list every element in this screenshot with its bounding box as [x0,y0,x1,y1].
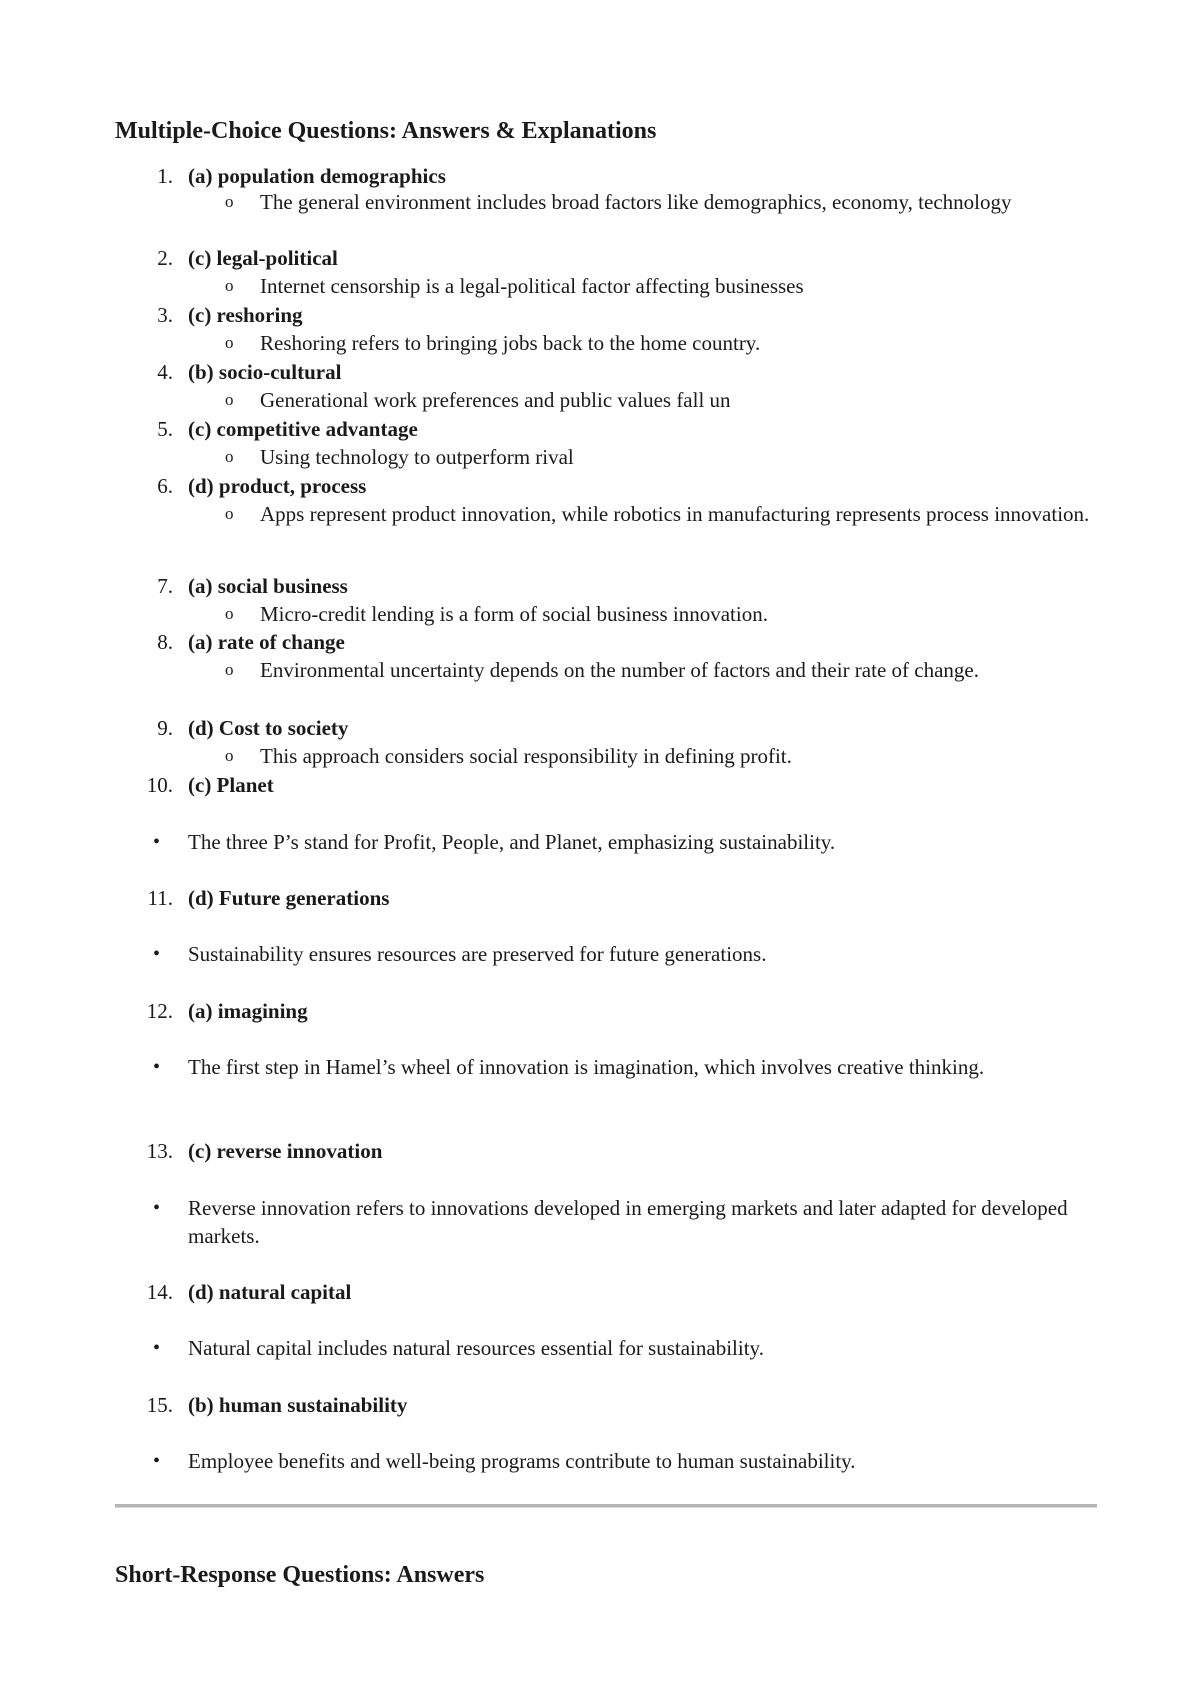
item-explanation: Reshoring refers to bringing jobs back to the home country. [260,331,761,355]
bullet-icon: • [153,943,161,965]
item-answer: (d) natural capital [188,1280,352,1304]
horizontal-rule [115,1504,1097,1508]
item-number: 8. [157,630,173,654]
item-number: 14. [146,1280,173,1304]
section-heading-short-response: Short-Response Questions: Answers [115,1562,485,1588]
bullet-icon: • [153,1337,161,1359]
item-number: 7. [157,574,173,598]
item-number: 13. [146,1139,173,1163]
item-answer: (c) legal-political [188,246,338,270]
item-explanation: Sustainability ensures resources are preserved for future generations. [188,942,767,966]
item-explanation: Micro-credit lending is a form of social business innovation. [260,602,768,626]
bullet-icon: • [153,831,161,853]
item-number: 12. [146,999,173,1023]
sub-bullet-icon: o [225,746,234,765]
item-number: 10. [146,773,173,797]
sub-bullet-icon: o [225,390,234,409]
item-answer: (b) human sustainability [188,1393,408,1417]
item-answer: (c) competitive advantage [188,417,418,441]
item-explanation: The three P’s stand for Profit, People, and Planet, emphasizing sustainability. [188,830,836,854]
bullet-icon: • [153,1056,161,1078]
item-answer: (d) product, process [188,474,367,498]
sub-bullet-icon: o [225,333,234,352]
item-explanation: This approach considers social responsibility in defining profit. [260,744,792,768]
item-explanation: Internet censorship is a legal-political factor affecting businesses [260,274,804,298]
item-answer: (a) imagining [188,999,308,1023]
item-number: 1. [157,164,173,188]
item-explanation: The first step in Hamel’s wheel of innovation is imagination, which involves creative thinking. [188,1055,985,1079]
item-number: 5. [157,417,173,441]
bullet-icon: • [153,1197,161,1219]
item-answer: (b) socio-cultural [188,360,342,384]
item-number: 9. [157,716,173,740]
item-answer: (a) population demographics [188,164,446,188]
item-answer: (a) social business [188,574,348,598]
item-number: 3. [157,303,173,327]
sub-bullet-icon: o [225,447,234,466]
item-answer: (a) rate of change [188,630,345,654]
item-number: 11. [147,886,173,910]
sub-bullet-icon: o [225,660,234,679]
item-explanation: Employee benefits and well-being programs contribute to human sustainability. [188,1449,856,1473]
item-answer: (c) reverse innovation [188,1139,383,1163]
item-number: 4. [157,360,173,384]
item-number: 6. [157,474,173,498]
item-explanation: Apps represent product innovation, while robotics in manufacturing represents process innovation. [260,502,1090,526]
item-explanation: Using technology to outperform rival [260,445,574,469]
item-explanation: Generational work preferences and public values fall un [260,388,731,412]
item-explanation: Natural capital includes natural resources essential for sustainability. [188,1336,764,1360]
item-explanation: The general environment includes broad factors like demographics, economy, technology [260,190,1012,214]
item-explanation: Environmental uncertainty depends on the number of factors and their rate of change. [260,658,979,682]
sub-bullet-icon: o [225,504,234,523]
item-answer: (c) reshoring [188,303,303,327]
item-explanation: Reverse innovation refers to innovations developed in emerging markets and later adapted for developed markets. [188,1196,1068,1248]
item-answer: (c) Planet [188,773,274,797]
bullet-icon: • [153,1450,161,1472]
item-answer: (d) Future generations [188,886,390,910]
section-heading-mcq: Multiple-Choice Questions: Answers & Explanations [115,118,657,144]
sub-bullet-icon: o [225,604,234,623]
sub-bullet-icon: o [225,192,234,211]
sub-bullet-icon: o [225,276,234,295]
item-number: 15. [146,1393,173,1417]
item-number: 2. [157,246,173,270]
item-answer: (d) Cost to society [188,716,349,740]
